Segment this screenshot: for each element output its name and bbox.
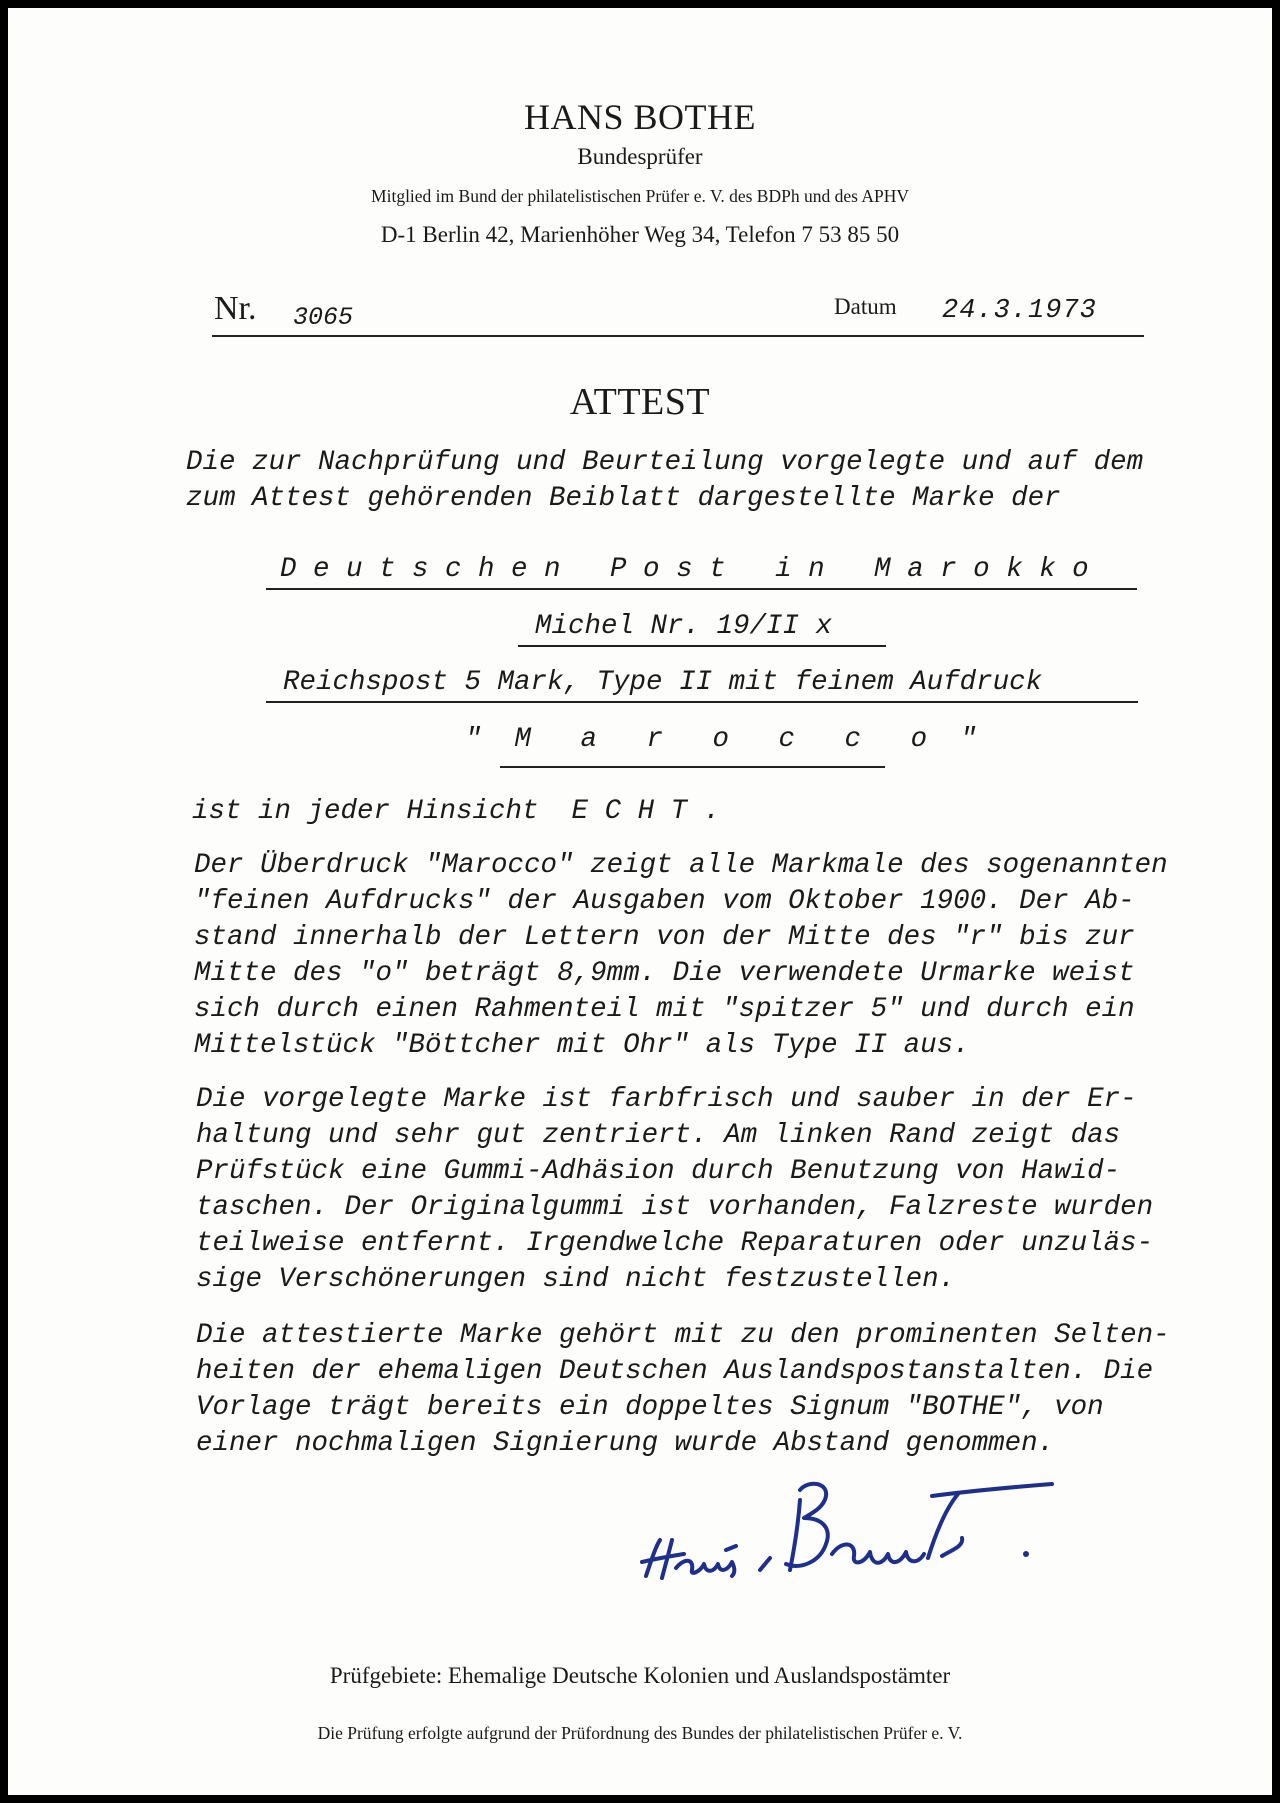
nr-label: Nr. [214, 290, 257, 327]
letterhead-title: Bundesprüfer [577, 144, 703, 169]
paragraph1-line: Mittelstück "Böttcher mit Ohr" als Type II aus. [194, 1030, 970, 1061]
michel-underline [518, 645, 886, 647]
paragraph1-line: Mitte des "o" beträgt 8,9mm. Die verwendete Urmarke weist [194, 958, 1135, 989]
paragraph3-line: Vorlage trägt bereits ein doppeltes Signum "BOTHE", von [196, 1392, 1104, 1423]
paragraph3-line: einer nochmaligen Signierung wurde Abstand genommen. [196, 1428, 1055, 1459]
territory-underline [266, 588, 1137, 590]
footer-testing-areas: Prüfgebiete: Ehemalige Deutsche Kolonien und Auslandspostämter [329, 1663, 951, 1688]
paragraph1-line: stand innerhalb der Lettern von der Mitte des "r" bis zur [194, 922, 1135, 953]
document-title: ATTEST [569, 381, 711, 423]
paragraph2-line: taschen. Der Originalgummi ist vorhanden, Falzreste wurden [196, 1192, 1154, 1223]
paragraph3-line: heiten der ehemaligen Deutschen Auslandspostanstalten. Die [196, 1356, 1154, 1387]
header-divider [212, 335, 1144, 337]
footer-regulations: Die Prüfung erfolgte aufgrund der Prüfordnung des Bundes der philatelistischen Prüfer e. V. [317, 1723, 963, 1743]
item-michel: Michel Nr. 19/II x [535, 611, 833, 642]
paragraph2-line: sige Verschönerungen sind nicht festzustellen. [196, 1264, 956, 1295]
paragraph2-line: haltung und sehr gut zentriert. Am linken Rand zeigt das [196, 1120, 1121, 1151]
nr-value: 3065 [293, 303, 354, 332]
intro-line: Die zur Nachprüfung und Beurteilung vorgelegte und auf dem [186, 447, 1144, 478]
item-description: Reichspost 5 Mark, Type II mit feinem Aufdruck [283, 667, 1043, 698]
verdict: ist in jeder Hinsicht E C H T . [192, 796, 721, 827]
certificate-page [8, 8, 1272, 1795]
paragraph3-line: Die attestierte Marke gehört mit zu den prominenten Selten- [196, 1320, 1170, 1351]
item-territory: D e u t s c h e n P o s t i n M a r o k k o [280, 554, 1089, 585]
paragraph1-line: "feinen Aufdrucks" der Ausgaben vom Oktober 1900. Der Ab- [194, 886, 1135, 917]
letterhead-name: HANS BOTHE [523, 97, 756, 137]
item-overprint: " M a r o c c o " [465, 724, 977, 755]
paragraph2-line: Die vorgelegte Marke ist farbfrisch und sauber in der Er- [196, 1084, 1137, 1115]
letterhead-address: D-1 Berlin 42, Marienhöher Weg 34, Telefon 7 53 85 50 [380, 222, 900, 247]
description-underline [266, 701, 1138, 703]
paragraph2-line: teilweise entfernt. Irgendwelche Reparaturen oder unzuläs- [196, 1228, 1154, 1259]
letterhead-membership: Mitglied im Bund der philatelistischen Prüfer e. V. des BDPh und des APHV [371, 186, 909, 206]
datum-label: Datum [834, 294, 897, 319]
paragraph2-line: Prüfstück eine Gummi-Adhäsion durch Benutzung von Hawid- [196, 1156, 1121, 1187]
overprint-underline [500, 766, 885, 768]
paragraph1-line: Der Überdruck "Marocco" zeigt alle Markmale des sogenannten [194, 850, 1168, 881]
paragraph1-line: sich durch einen Rahmenteil mit "spitzer 5" und durch ein [194, 994, 1135, 1025]
datum-value: 24.3.1973 [942, 296, 1097, 326]
intro-line: zum Attest gehörenden Beiblatt dargestellte Marke der [186, 483, 1061, 514]
handwritten-signature [632, 1466, 1072, 1596]
